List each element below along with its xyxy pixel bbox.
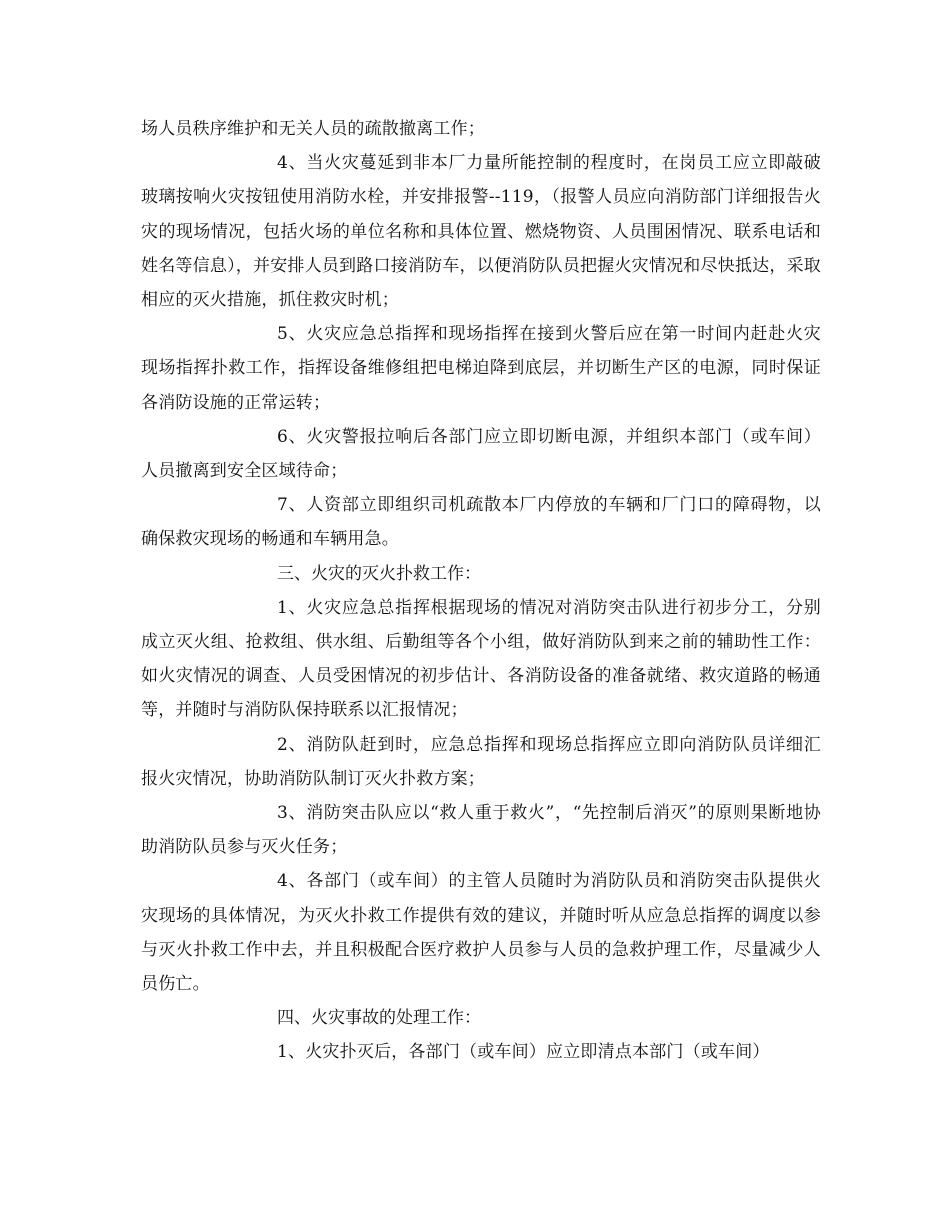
paragraph-continuation: 场人员秩序维护和无关人员的疏散撤离工作；	[141, 119, 485, 139]
paragraph-firefight-2: 2、消防队赶到时，应急总指挥和现场总指挥应立即向消防队员详细汇报火灾情况，协助消防队制订灭火扑救方案；	[141, 734, 821, 789]
section-heading-3: 三、火灾的灭火扑救工作：	[277, 563, 481, 584]
paragraph-firefight-4: 4、各部门（或车间）的主管人员随时为消防队员和消防突击队提供火灾现场的具体情况，为灭火扑救工作提供有效的建议，并随时听从应急总指挥的调度以参与灭火扑救工作中去，并且积极配合医疗救护人员参与人员的急救护理工作，尽量减少人员伤亡。	[141, 871, 821, 995]
paragraph-firefight-1: 1、火灾应急总指挥根据现场的情况对消防突击队进行初步分工，分别成立灭火组、抢救组、供水组、后勤组等各个小组，做好消防队到来之前的辅助性工作：如火灾情况的调查、人员受困情况的初步估计、各消防设备的准备就绪、救灾道路的畅通等，并随时与消防队保持联系以汇报情况；	[141, 597, 821, 721]
paragraph-item-5-command: 5、火灾应急总指挥和现场指挥在接到火警后应在第一时间内赶赴火灾现场指挥扑救工作，指挥设备维修组把电梯迫降到底层，并切断生产区的电源，同时保证各消防设施的正常运转；	[141, 324, 821, 413]
paragraph-aftermath-1: 1、火灾扑灭后，各部门（或车间）应立即清点本部门（或车间）	[277, 1042, 770, 1063]
document-body	[141, 112, 821, 1070]
paragraph-firefight-3: 3、消防突击队应以“救人重于救火”，“先控制后消灭”的原则果断地协助消防队员参与灭火任务；	[141, 803, 821, 858]
paragraph-item-4-alarm: 4、当火灾蔓延到非本厂力量所能控制的程度时，在岗员工应立即敲破玻璃按响火灾按钮使用消防水栓，并安排报警--119，（报警人员应向消防部门详细报告火灾的现场情况，包括火场的单位名称和具体位置、燃烧物资、人员围困情况、联系电话和姓名等信息），并安排人员到路口接消防车，以便消防队员把握火灾情况和尽快抵达，采取相应的灭火措施，抓住救灾时机；	[141, 153, 821, 311]
paragraph-item-7-vehicles: 7、人资部立即组织司机疏散本厂内停放的车辆和厂门口的障碍物，以确保救灾现场的畅通和车辆用急。	[141, 495, 821, 550]
paragraph-item-6-power-off: 6、火灾警报拉响后各部门应立即切断电源，并组织本部门（或车间）人员撤离到安全区域待命；	[141, 426, 821, 482]
section-heading-4: 四、火灾事故的处理工作：	[277, 1008, 481, 1029]
